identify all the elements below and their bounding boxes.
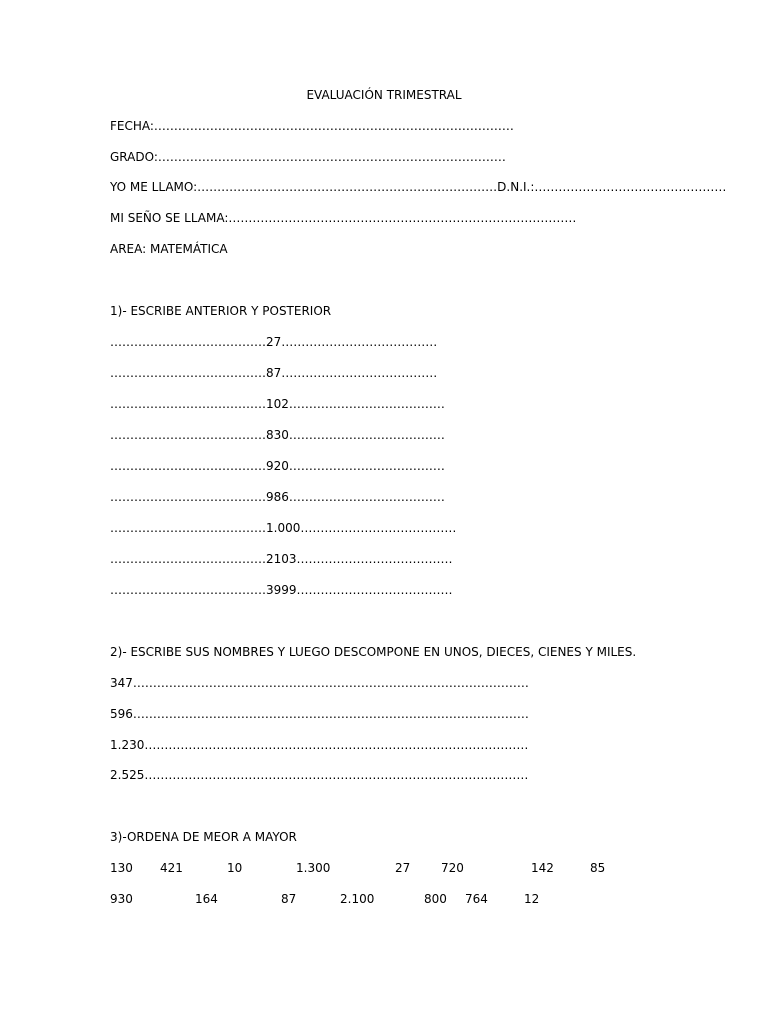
number-item: 10 — [227, 861, 243, 875]
section2-row: 596……………………………………………………………………………………… — [110, 707, 529, 721]
grado-line: GRADO:…………………………………………………………………………… — [110, 150, 506, 164]
section1-row: …………………………………2103………………………………… — [110, 552, 453, 566]
section1-row: …………………………………830………………………………… — [110, 428, 445, 442]
section1-row: …………………………………3999………………………………… — [110, 583, 453, 597]
section2-heading: 2)- ESCRIBE SUS NOMBRES Y LUEGO DESCOMPONE EN UNOS, DIECES, CIENES Y MILES. — [110, 645, 637, 659]
section1-row: …………………………………986………………………………… — [110, 490, 445, 504]
section2-row: 2.525…………………………………………………………………………………… — [110, 768, 529, 782]
section1-row: …………………………………920………………………………… — [110, 459, 445, 473]
number-item: 130 — [110, 861, 133, 875]
number-item: 85 — [590, 861, 606, 875]
section2-row: 347……………………………………………………………………………………… — [110, 676, 529, 690]
number-item: 421 — [160, 861, 183, 875]
number-item: 142 — [531, 861, 554, 875]
area-line: AREA: MATEMÁTICA — [110, 242, 228, 256]
number-item: 87 — [281, 892, 297, 906]
document-title: EVALUACIÓN TRIMESTRAL — [306, 88, 462, 102]
number-item: 164 — [195, 892, 218, 906]
section1-row: …………………………………87………………………………… — [110, 366, 438, 380]
number-item: 800 — [424, 892, 447, 906]
number-item: 12 — [524, 892, 540, 906]
number-item: 27 — [395, 861, 411, 875]
name-dni-line: YO ME LLAMO:…………………………………………………………………D.N.I.:………………………………………… — [110, 180, 727, 194]
section3-heading: 3)-ORDENA DE MEOR A MAYOR — [110, 830, 297, 844]
section1-row: …………………………………102………………………………… — [110, 397, 445, 411]
fecha-line: FECHA:……………………………………………………………………………… — [110, 119, 514, 133]
teacher-line: MI SEÑO SE LLAMA:…………………………………………………………………………… — [110, 211, 577, 225]
number-item: 930 — [110, 892, 133, 906]
number-item: 764 — [465, 892, 488, 906]
number-item: 1.300 — [296, 861, 331, 875]
section2-row: 1.230…………………………………………………………………………………… — [110, 738, 529, 752]
section1-heading: 1)- ESCRIBE ANTERIOR Y POSTERIOR — [110, 304, 332, 318]
section1-row: …………………………………1.000………………………………… — [110, 521, 457, 535]
number-item: 720 — [441, 861, 464, 875]
section1-row: …………………………………27………………………………… — [110, 335, 438, 349]
number-item: 2.100 — [340, 892, 375, 906]
